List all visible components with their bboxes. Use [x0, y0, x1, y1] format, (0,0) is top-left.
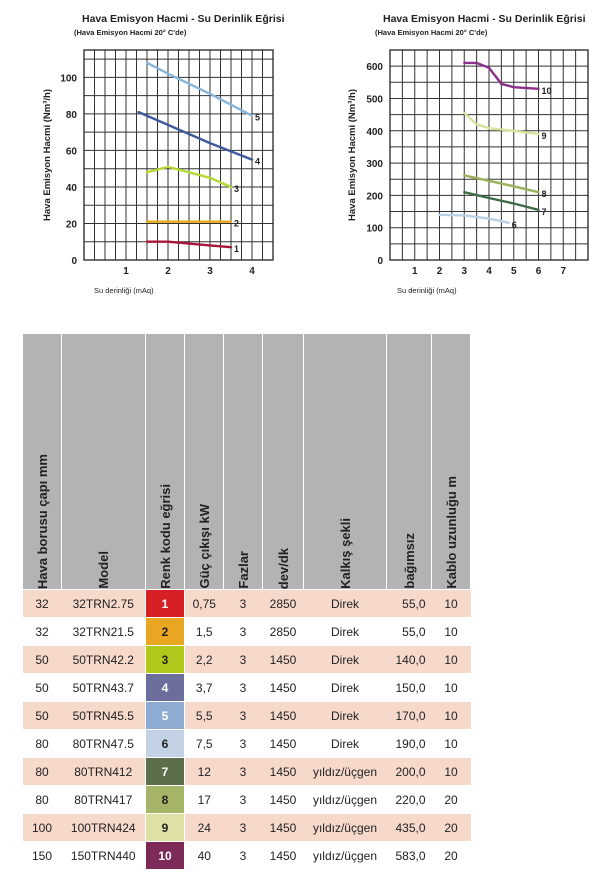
left-xtick-label: 3 — [207, 266, 213, 277]
table-row — [23, 646, 471, 674]
right-xtick-label: 7 — [560, 266, 567, 277]
cell-kw: 17 — [185, 786, 224, 814]
left-xtick-label: 4 — [249, 266, 255, 277]
table-row — [23, 590, 471, 618]
cell-start: Direk — [304, 618, 387, 646]
cell-independent: 140,0 — [387, 646, 432, 674]
right-xtick-label: 3 — [461, 266, 468, 277]
right-series-10-label: 10 — [541, 85, 552, 96]
cell-color-code: 4 — [146, 674, 185, 702]
header-phase — [224, 334, 263, 590]
cell-color-code: 5 — [146, 702, 185, 730]
right-ylabel: Hava Emisyon Hacmi (Nm³/h) — [347, 89, 358, 221]
cell-cable: 10 — [432, 674, 471, 702]
table-header-row — [23, 334, 471, 590]
left-xtick-label: 2 — [165, 266, 171, 277]
left-ytick-label: 60 — [65, 146, 77, 158]
table-row — [23, 786, 471, 814]
left-series-4-label: 4 — [255, 156, 261, 167]
header-pipe-label: Hava borusu çapı mm — [34, 453, 50, 589]
cell-rpm: 1450 — [263, 730, 304, 758]
cell-cable: 10 — [432, 646, 471, 674]
cell-kw: 12 — [185, 758, 224, 786]
right-xtick-label: 6 — [535, 266, 542, 277]
cell-phase: 3 — [224, 702, 263, 730]
right-series-6-label: 6 — [511, 219, 517, 230]
cell-cable: 20 — [432, 842, 471, 870]
cell-independent: 190,0 — [387, 730, 432, 758]
left-ylabel: Hava Emisyon Hacmi (Nm³/h) — [42, 89, 53, 221]
cell-pipe: 80 — [23, 730, 62, 758]
cell-start: Direk — [304, 702, 387, 730]
left-xlabel: Su derinliği (mAq) — [94, 286, 154, 295]
cell-phase: 3 — [224, 842, 263, 870]
right-title: Hava Emisyon Hacmi - Su Derinlik Eğrisi — [383, 13, 586, 25]
cell-phase: 3 — [224, 618, 263, 646]
left-series-1-label: 1 — [234, 244, 240, 255]
cell-kw: 2,2 — [185, 646, 224, 674]
left-ytick-label: 40 — [65, 182, 77, 194]
cell-cable: 20 — [432, 814, 471, 842]
right-ytick-label: 300 — [366, 159, 383, 171]
cell-cable: 10 — [432, 730, 471, 758]
cell-kw: 3,7 — [185, 674, 224, 702]
cell-rpm: 1450 — [263, 786, 304, 814]
cell-rpm: 1450 — [263, 646, 304, 674]
header-pipe — [23, 334, 62, 590]
cell-cable: 10 — [432, 758, 471, 786]
cell-model: 50TRN43.7 — [62, 674, 146, 702]
left-subtitle: (Hava Emisyon Hacmi 20° C'de) — [74, 28, 187, 37]
table-row — [23, 674, 471, 702]
header-rpm — [263, 334, 304, 590]
left-ytick-label: 80 — [65, 109, 77, 121]
cell-model: 150TRN440 — [62, 842, 146, 870]
cell-pipe: 50 — [23, 646, 62, 674]
left-ytick-label: 100 — [60, 73, 77, 85]
cell-color-code: 9 — [146, 814, 185, 842]
cell-pipe: 150 — [23, 842, 62, 870]
cell-start: yıldız/üçgen — [304, 814, 387, 842]
right-xtick-label: 1 — [411, 266, 418, 277]
cell-start: Direk — [304, 674, 387, 702]
left-grid — [84, 50, 273, 260]
cell-cable: 10 — [432, 590, 471, 618]
cell-color-code: 8 — [146, 786, 185, 814]
cell-kw: 7,5 — [185, 730, 224, 758]
right-xtick-label: 5 — [510, 266, 517, 277]
chart-right — [335, 0, 615, 300]
cell-phase: 3 — [224, 814, 263, 842]
cell-start: Direk — [304, 730, 387, 758]
cell-color-code: 1 — [146, 590, 185, 618]
right-series-7-label: 7 — [541, 206, 547, 217]
cell-model: 50TRN45.5 — [62, 702, 146, 730]
cell-rpm: 1450 — [263, 814, 304, 842]
cell-phase: 3 — [224, 646, 263, 674]
cell-cable: 20 — [432, 786, 471, 814]
cell-model: 50TRN42.2 — [62, 646, 146, 674]
right-xtick-label: 2 — [436, 266, 443, 277]
chart-left — [20, 0, 290, 300]
header-cable — [432, 334, 471, 590]
cell-model: 100TRN424 — [62, 814, 146, 842]
cell-independent: 435,0 — [387, 814, 432, 842]
cell-phase: 3 — [224, 730, 263, 758]
cell-start: yıldız/üçgen — [304, 842, 387, 870]
cell-independent: 150,0 — [387, 674, 432, 702]
cell-color-code: 10 — [146, 842, 185, 870]
right-subtitle: (Hava Emisyon Hacmi 20° C'de) — [375, 28, 488, 37]
cell-independent: 220,0 — [387, 786, 432, 814]
header-ind — [387, 334, 432, 590]
cell-model: 80TRN412 — [62, 758, 146, 786]
cell-independent: 55,0 — [387, 590, 432, 618]
cell-rpm: 1450 — [263, 674, 304, 702]
right-grid — [390, 50, 588, 260]
cell-model: 32TRN2.75 — [62, 590, 146, 618]
table-row — [23, 814, 471, 842]
chart-left-svg — [20, 0, 290, 300]
cell-start: yıldız/üçgen — [304, 786, 387, 814]
spec-table — [22, 333, 471, 870]
right-ytick-label: 0 — [377, 256, 383, 267]
cell-pipe: 32 — [23, 590, 62, 618]
left-xtick-label: 1 — [123, 266, 129, 277]
left-title: Hava Emisyon Hacmi - Su Derinlik Eğrisi — [82, 13, 285, 25]
header-kw-label: Güç çıkışı kW — [196, 504, 212, 589]
cell-cable: 10 — [432, 702, 471, 730]
cell-start: Direk — [304, 646, 387, 674]
cell-independent: 170,0 — [387, 702, 432, 730]
header-code — [146, 334, 185, 590]
cell-independent: 583,0 — [387, 842, 432, 870]
cell-kw: 40 — [185, 842, 224, 870]
cell-kw: 5,5 — [185, 702, 224, 730]
header-rpm-label: dev/dk — [275, 547, 291, 589]
cell-rpm: 1450 — [263, 842, 304, 870]
table-row — [23, 702, 471, 730]
right-ytick-label: 400 — [366, 126, 383, 138]
header-ind-label: bağımsız — [401, 533, 417, 589]
cell-kw: 24 — [185, 814, 224, 842]
cell-start: yıldız/üçgen — [304, 758, 387, 786]
cell-rpm: 1450 — [263, 758, 304, 786]
cell-cable: 10 — [432, 618, 471, 646]
cell-rpm: 1450 — [263, 702, 304, 730]
cell-independent: 200,0 — [387, 758, 432, 786]
cell-model: 32TRN21.5 — [62, 618, 146, 646]
header-cable-label: Kablo uzunluğu m — [443, 476, 459, 589]
cell-pipe: 100 — [23, 814, 62, 842]
right-series-6-line — [440, 215, 509, 223]
header-phase-label: Fazlar — [235, 551, 251, 589]
cell-pipe: 32 — [23, 618, 62, 646]
cell-phase: 3 — [224, 758, 263, 786]
right-ytick-label: 100 — [366, 223, 383, 235]
cell-phase: 3 — [224, 674, 263, 702]
header-start-label: Kalkış şekli — [337, 518, 353, 589]
cell-color-code: 7 — [146, 758, 185, 786]
spec-table-body — [23, 590, 471, 870]
header-model-label: Model — [96, 551, 111, 589]
cell-start: Direk — [304, 590, 387, 618]
right-xlabel: Su derinliği (mAq) — [397, 286, 457, 295]
right-series-8-label: 8 — [541, 189, 547, 200]
cell-pipe: 80 — [23, 786, 62, 814]
cell-independent: 55,0 — [387, 618, 432, 646]
cell-model: 80TRN417 — [62, 786, 146, 814]
right-ytick-label: 600 — [366, 62, 383, 74]
cell-kw: 0,75 — [185, 590, 224, 618]
table-row — [23, 842, 471, 870]
left-ytick-label: 0 — [71, 256, 77, 267]
cell-rpm: 2850 — [263, 618, 304, 646]
cell-phase: 3 — [224, 590, 263, 618]
table-row — [23, 758, 471, 786]
header-code-label: Renk kodu eğrisi — [157, 484, 173, 589]
left-series-4-line — [139, 112, 252, 160]
table-row — [23, 730, 471, 758]
cell-pipe: 80 — [23, 758, 62, 786]
cell-rpm: 2850 — [263, 590, 304, 618]
right-ytick-label: 500 — [366, 94, 383, 106]
cell-phase: 3 — [224, 786, 263, 814]
cell-pipe: 50 — [23, 702, 62, 730]
header-start — [304, 334, 387, 590]
chart-right-svg — [335, 0, 615, 300]
left-series-2-label: 2 — [234, 218, 240, 229]
header-model — [62, 334, 146, 590]
cell-model: 80TRN47.5 — [62, 730, 146, 758]
cell-color-code: 3 — [146, 646, 185, 674]
right-ytick-label: 200 — [366, 191, 383, 203]
cell-color-code: 6 — [146, 730, 185, 758]
right-xtick-label: 4 — [486, 266, 492, 277]
left-series-3-label: 3 — [234, 183, 240, 194]
table-row — [23, 618, 471, 646]
cell-kw: 1,5 — [185, 618, 224, 646]
right-series-9-label: 9 — [541, 131, 547, 141]
left-series-5-label: 5 — [255, 112, 261, 123]
header-kw — [185, 334, 224, 590]
left-ytick-label: 20 — [65, 219, 77, 231]
cell-color-code: 2 — [146, 618, 185, 646]
cell-pipe: 50 — [23, 674, 62, 702]
